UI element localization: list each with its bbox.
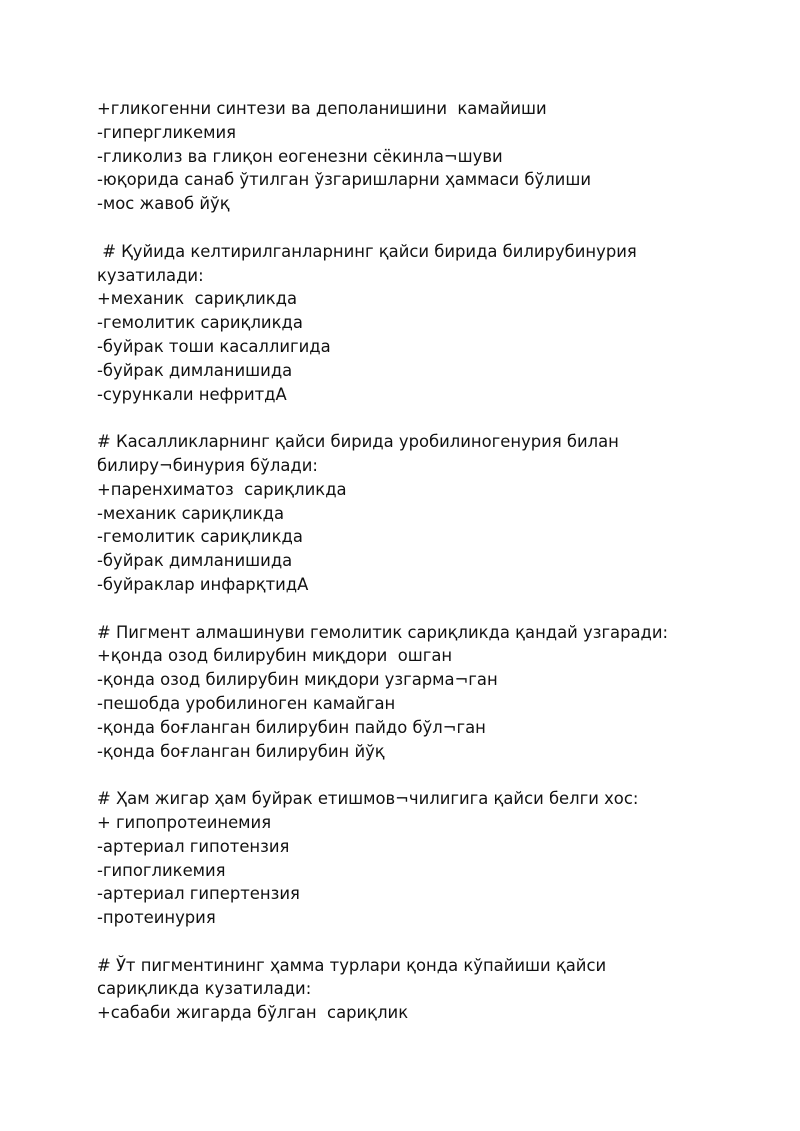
answer-option: -қонда озод билирубин миқдори узгарма¬ган: [97, 670, 498, 690]
spacer: [97, 763, 717, 787]
question-text: # Ўт пигментининг ҳамма турлари қонда кўпайиши қайси: [97, 955, 607, 975]
spacer: [97, 406, 717, 430]
answer-option: +қонда озод билирубин миқдори ошган: [97, 646, 453, 666]
question-text: # Касалликларнинг қайси бирида уробилиногенурия билан: [97, 432, 619, 452]
question-text: # Ҳам жигар ҳам буйрак етишмов¬чилигига қайси белги хос:: [97, 789, 639, 809]
answer-option: + гипопротеинемия: [97, 812, 272, 832]
answer-option: -гипогликемия: [97, 860, 226, 880]
spacer: [97, 597, 717, 621]
spacer: [97, 930, 717, 954]
answer-option: -гемолитик сариқликда: [97, 527, 303, 547]
answer-option: -юқорида санаб ўтилган ўзгаришларни ҳаммаси бўлиши: [97, 170, 591, 190]
question-text: # Пигмент алмашинуви гемолитик сариқликда қандай узгаради:: [97, 622, 669, 642]
answer-option: -қонда боғланган билирубин пайдо бўл¬ган: [97, 717, 486, 737]
question-block: [97, 954, 717, 1025]
answer-option: -гемолитик сариқликда: [97, 313, 303, 333]
question-block: [97, 97, 717, 216]
answer-option: +гликогенни синтези ва деполанишини камайиши: [97, 99, 547, 118]
question-block: [97, 787, 717, 930]
answer-option: -артериал гипертензия: [97, 884, 300, 904]
answer-option: -артериал гипотензия: [97, 836, 290, 856]
answer-option: +сабаби жигарда бўлган сариқлик: [97, 1003, 409, 1023]
answer-option: -буйрак димланишида: [97, 360, 293, 380]
document-page: [97, 97, 717, 1025]
answer-option: -гликолиз ва глиқон еогенезни сёкинла¬шуви: [97, 146, 503, 166]
answer-option: -пешобда уробилиноген камайган: [97, 693, 396, 713]
answer-option: +механик сариқликда: [97, 289, 298, 309]
answer-option: -қонда боғланган билирубин йўқ: [97, 741, 385, 761]
answer-option: -сурункали нефритдА: [97, 384, 287, 404]
answer-option: -гипергликемия: [97, 122, 236, 142]
spacer: [97, 216, 717, 240]
question-text: # Қуйида келтирилганларнинг қайси бирида билирубинурия: [97, 241, 637, 261]
question-block: [97, 240, 717, 407]
answer-option: -буйрак тоши касаллигида: [97, 336, 331, 356]
answer-option: -буйрак димланишида: [97, 551, 293, 571]
answer-option: -механик сариқликда: [97, 503, 285, 523]
answer-option: -буйраклар инфарқтидА: [97, 574, 309, 594]
question-block: [97, 621, 717, 764]
question-text: кузатилади:: [97, 265, 204, 285]
answer-option: -мос жавоб йўқ: [97, 194, 230, 214]
question-block: [97, 430, 717, 597]
answer-option: -протеинурия: [97, 908, 216, 928]
answer-option: +паренхиматоз сариқликда: [97, 479, 347, 499]
question-text: билиру¬бинурия бўлади:: [97, 455, 318, 475]
question-text: сариқликда кузатилади:: [97, 979, 312, 999]
